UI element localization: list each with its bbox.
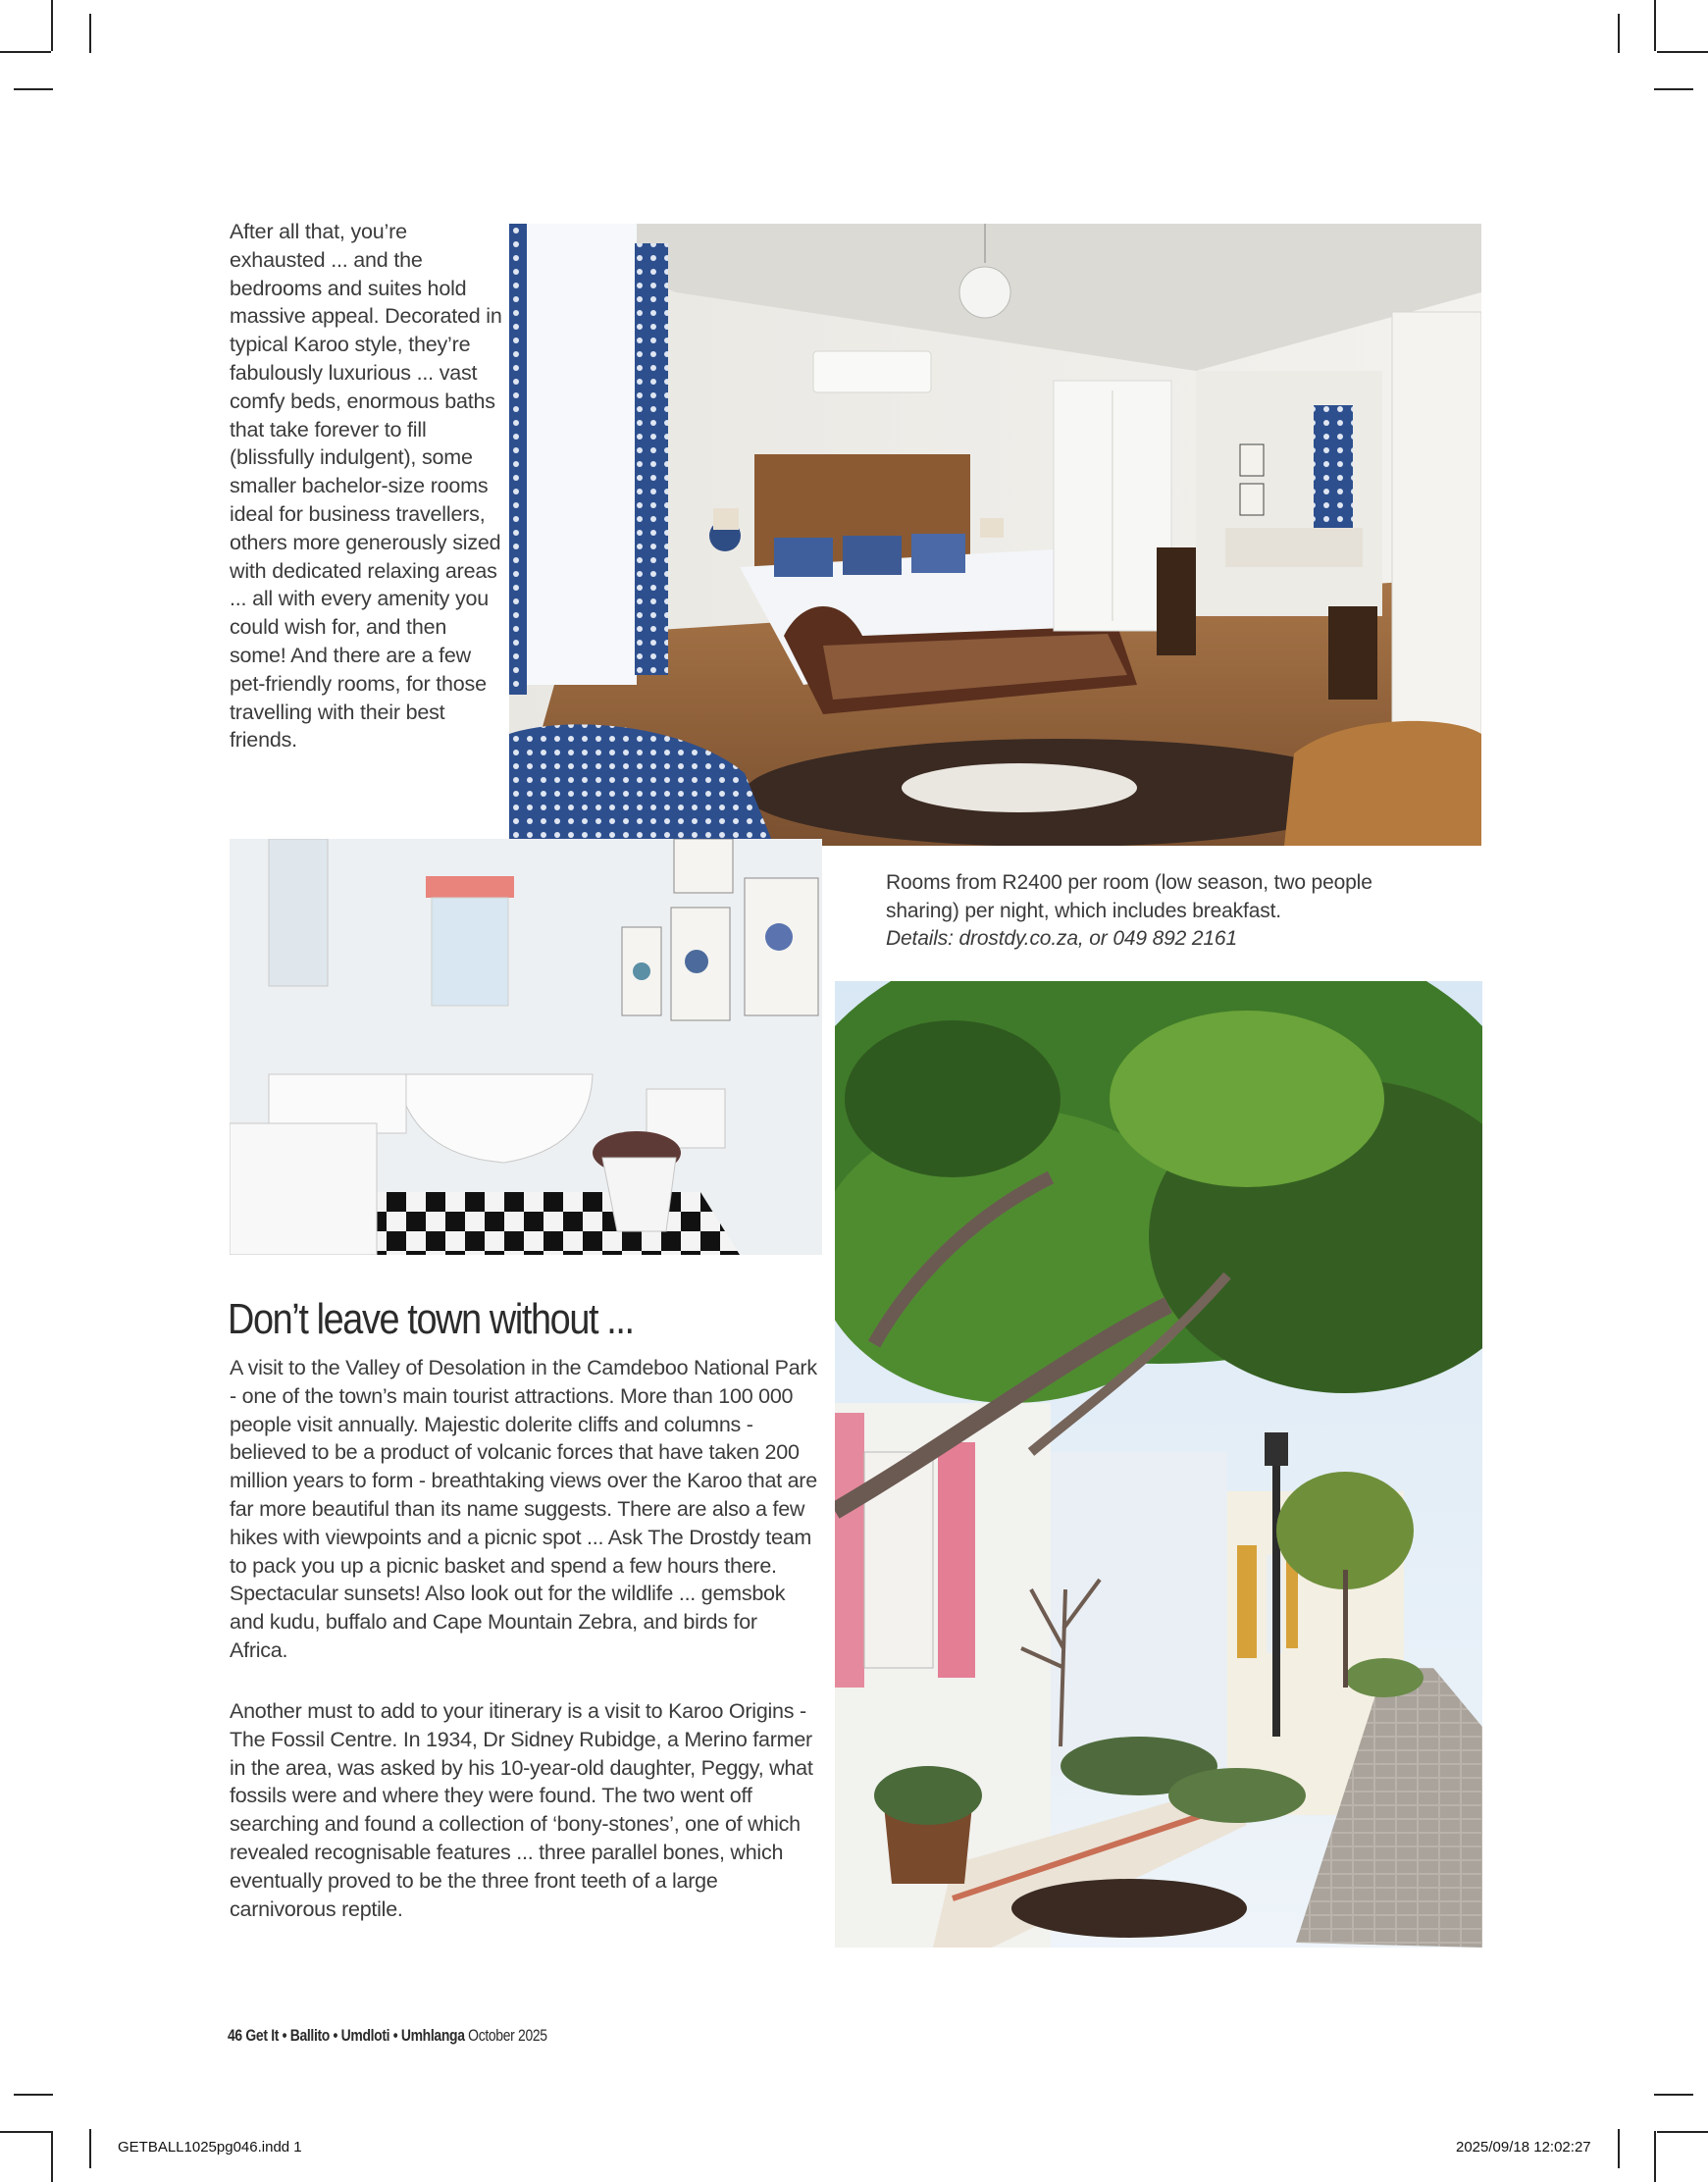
crop-mark	[1654, 2131, 1656, 2182]
street-photo	[835, 981, 1482, 1948]
crop-mark	[51, 2131, 53, 2182]
crop-mark	[1657, 51, 1708, 53]
crop-mark	[1654, 88, 1693, 90]
street-illustration	[835, 981, 1482, 1948]
crop-mark	[1618, 2129, 1620, 2168]
intro-paragraph: After all that, you’re exhausted ... and the bedrooms and suites hold massive appeal. Decorated in typical Karoo style, they’re fabulously luxurious ... vast comfy beds, enormous baths that take forever to fill (blissfully indulgent), some smaller bachelor-size rooms ideal for business travellers, others more generously sized with dedicated relaxing areas ... all with every amenity you could wish for, and then some! And there are a few pet-friendly rooms, for those travelling with their best friends.	[230, 220, 502, 753]
rates-line: Rooms from R2400 per room (low season, two people sharing) per night, which includes breakfast.	[886, 871, 1372, 922]
print-slug-file: GETBALL1025pg046.indd 1	[118, 2139, 302, 2156]
bathroom-photo	[230, 839, 822, 1255]
print-slug-timestamp: 2025/09/18 12:02:27	[1456, 2139, 1591, 2156]
bedroom-illustration	[509, 224, 1481, 846]
rates-caption	[886, 869, 1435, 954]
crop-mark	[1657, 2131, 1708, 2133]
section-heading: Don’t leave town without ...	[228, 1295, 634, 1343]
contact-details: Details: drostdy.co.za, or 049 892 2161	[886, 927, 1237, 951]
body-paragraph: Another must to add to your itinerary is a visit to Karoo Origins - The Fossil Centre. In 1934, Dr Sidney Rubidge, a Merino farmer in the area, was asked by his 10-year-old daughter, Peggy, what fossils were and where they were found. The two went off searching and found a collection of ‘bony-stones’, one of which revealed recognisable features ... three parallel bones, which eventually proved to be the three front teeth of a large carnivorous reptile.	[230, 1699, 813, 1921]
bedroom-photo	[509, 224, 1481, 846]
crop-mark	[1654, 0, 1656, 51]
crop-mark	[14, 2094, 53, 2096]
crop-mark	[89, 2129, 91, 2168]
issue-date: October 2025	[468, 2026, 547, 2045]
crop-mark	[1618, 14, 1620, 53]
crop-mark	[14, 88, 53, 90]
crop-mark	[0, 2131, 51, 2133]
body-paragraph: A visit to the Valley of Desolation in the Camdeboo National Park - one of the town’s main tourist attractions. More than 100 000 people visit annually. Majestic dolerite cliffs and columns - believed to be a product of volcanic forces that have taken 200 million years to form - breathtaking views over the Karoo that are far more beautiful than its name suggests. There are also a few hikes with viewpoints and a picnic spot ... Ask The Drostdy team to pack you up a picnic basket and spend a few hours there. Spectacular sunsets! Also look out for the wildlife ... gemsbok and kudu, buffalo and Cape Mountain Zebra, and birds for Africa.	[230, 1356, 817, 1662]
crop-mark	[89, 14, 91, 53]
crop-mark	[0, 51, 51, 53]
crop-mark	[1654, 2094, 1693, 2096]
page-number: 46	[228, 2026, 242, 2045]
bathroom-illustration	[230, 839, 822, 1255]
crop-mark	[51, 0, 53, 51]
publication-name: Get It • Ballito • Umdloti • Umhlanga	[245, 2026, 465, 2045]
page-footer	[228, 2025, 630, 2047]
